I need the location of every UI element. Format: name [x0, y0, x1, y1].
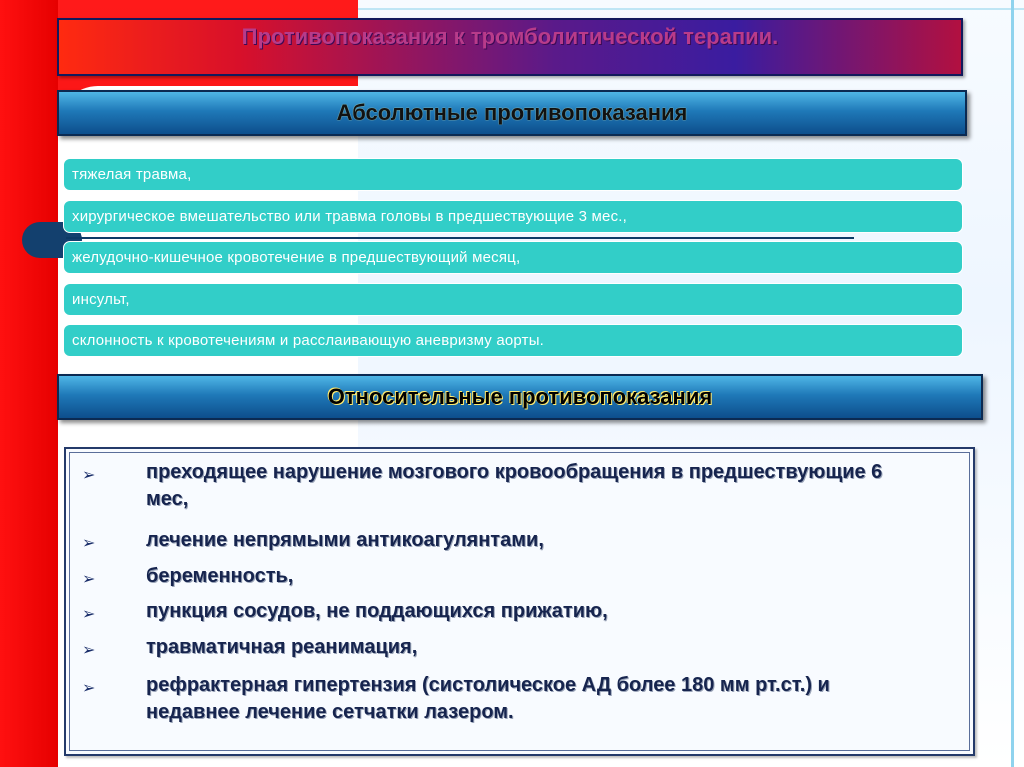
absolute-item	[63, 158, 963, 191]
relative-heading: Относительные противопоказания	[327, 384, 713, 409]
absolute-item-text: инсульт,	[72, 291, 130, 308]
relative-item-text: рефрактерная гипертензия (систолическое АД более 180 мм рт.ст.) и недавнее лечение сетчатки лазером.	[146, 674, 830, 723]
absolute-item	[63, 324, 963, 357]
arrow-bullet-icon: ➢	[82, 467, 96, 484]
absolute-heading: Абсолютные противопоказания	[336, 100, 688, 125]
list-item	[82, 602, 96, 624]
relative-item-text: лечение непрямыми антикоагулянтами,	[146, 529, 544, 551]
absolute-item-text: хирургическое вмешательство или травма головы в предшествующие 3 мес.,	[72, 208, 628, 225]
absolute-item	[63, 283, 963, 316]
frame-line-top	[358, 8, 1024, 10]
frame-line-right	[1011, 0, 1014, 767]
list-item	[82, 638, 96, 660]
absolute-item-text: тяжелая травма,	[72, 166, 192, 183]
slide-title-bar	[57, 18, 963, 76]
arrow-bullet-icon: ➢	[82, 606, 96, 623]
list-item	[82, 463, 96, 485]
relative-list-box	[64, 447, 975, 756]
divider	[66, 237, 854, 239]
arrow-bullet-icon: ➢	[82, 535, 96, 552]
list-item	[82, 567, 96, 589]
list-item	[82, 676, 96, 698]
red-left-strip	[0, 0, 58, 767]
absolute-heading-bar	[57, 90, 967, 136]
arrow-bullet-icon: ➢	[82, 642, 96, 659]
relative-item-text: травматичная реанимация,	[146, 636, 418, 658]
slide-title: Противопоказания к тромболитической терапии.	[241, 24, 779, 49]
relative-item-text: преходящее нарушение мозгового кровообращения в предшествующие 6 мес,	[146, 461, 883, 510]
absolute-item	[63, 200, 963, 233]
absolute-item-text: желудочно-кишечное кровотечение в предшествующий месяц,	[72, 249, 521, 266]
arrow-bullet-icon: ➢	[82, 571, 96, 588]
list-item	[82, 531, 96, 553]
relative-item-text: пункция сосудов, не поддающихся прижатию,	[146, 600, 608, 622]
relative-heading-bar	[57, 374, 983, 420]
arrow-bullet-icon: ➢	[82, 680, 96, 697]
absolute-item-text: склонность к кровотечениям и расслаивающую аневризму аорты.	[72, 332, 545, 349]
absolute-item	[63, 241, 963, 274]
relative-item-text: беременность,	[146, 565, 294, 587]
